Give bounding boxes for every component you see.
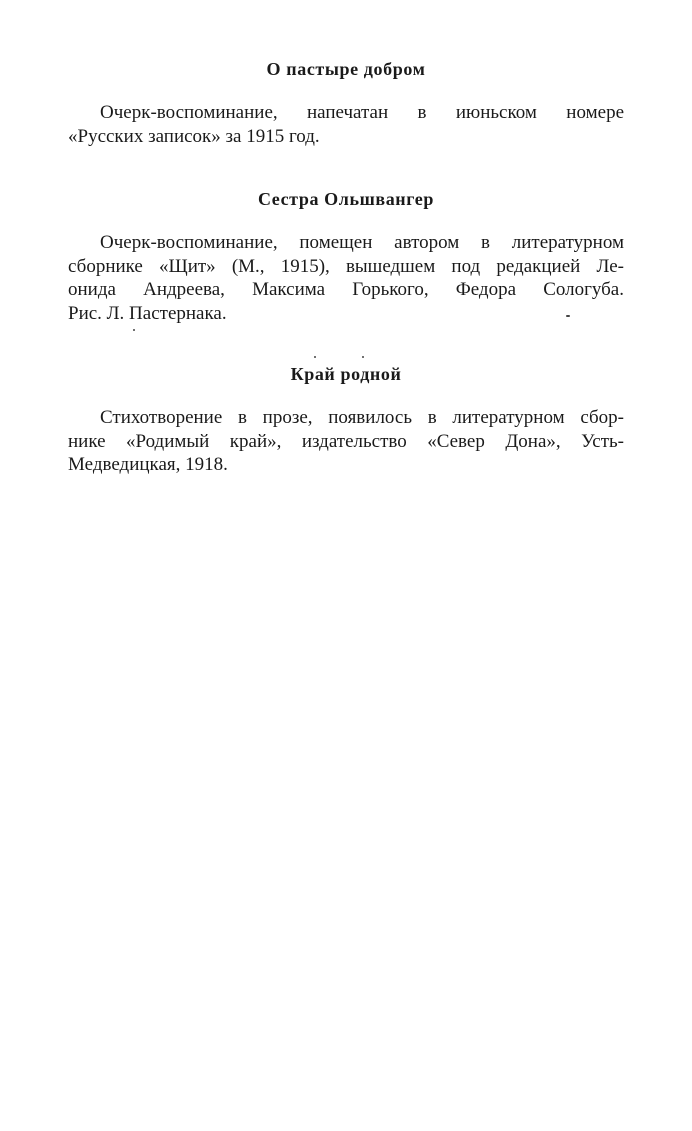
body-line: сборнике «Щит» (М., 1915), вышедшем под редакцией Ле-	[68, 255, 624, 277]
print-speck	[133, 329, 135, 331]
body-line: Медведицкая, 1918.	[68, 454, 228, 475]
section-krai-rodnoi	[68, 362, 624, 477]
section-body	[68, 406, 624, 477]
body-line: онида Андреева, Максима Горького, Федора Сологуба.	[68, 279, 624, 300]
print-speck	[566, 315, 570, 317]
body-line: Рис. Л. Пастернака.	[68, 302, 227, 324]
body-line: Очерк-воспоминание, помещен автором в литературном	[100, 232, 624, 253]
body-line: Очерк-воспоминание, напечатан в июньском номере	[100, 102, 624, 123]
body-line: Стихотворение в прозе, появилось в литературном сбор-	[100, 407, 624, 428]
print-speck	[362, 356, 364, 358]
section-body	[68, 101, 624, 148]
body-line: «Русских записок» за 1915 год.	[68, 125, 320, 147]
section-title: Сестра Ольшвангер	[257, 189, 435, 209]
print-speck	[314, 356, 316, 358]
section-o-pastyre-dobrom	[68, 57, 624, 148]
section-title: Край родной	[290, 364, 402, 384]
body-line: нике «Родимый край», издательство «Север Дона», Усть-	[68, 430, 624, 452]
section-sestra-olshvanger	[68, 187, 624, 325]
section-title: О пастыре добром	[266, 59, 426, 79]
section-body	[68, 231, 624, 325]
